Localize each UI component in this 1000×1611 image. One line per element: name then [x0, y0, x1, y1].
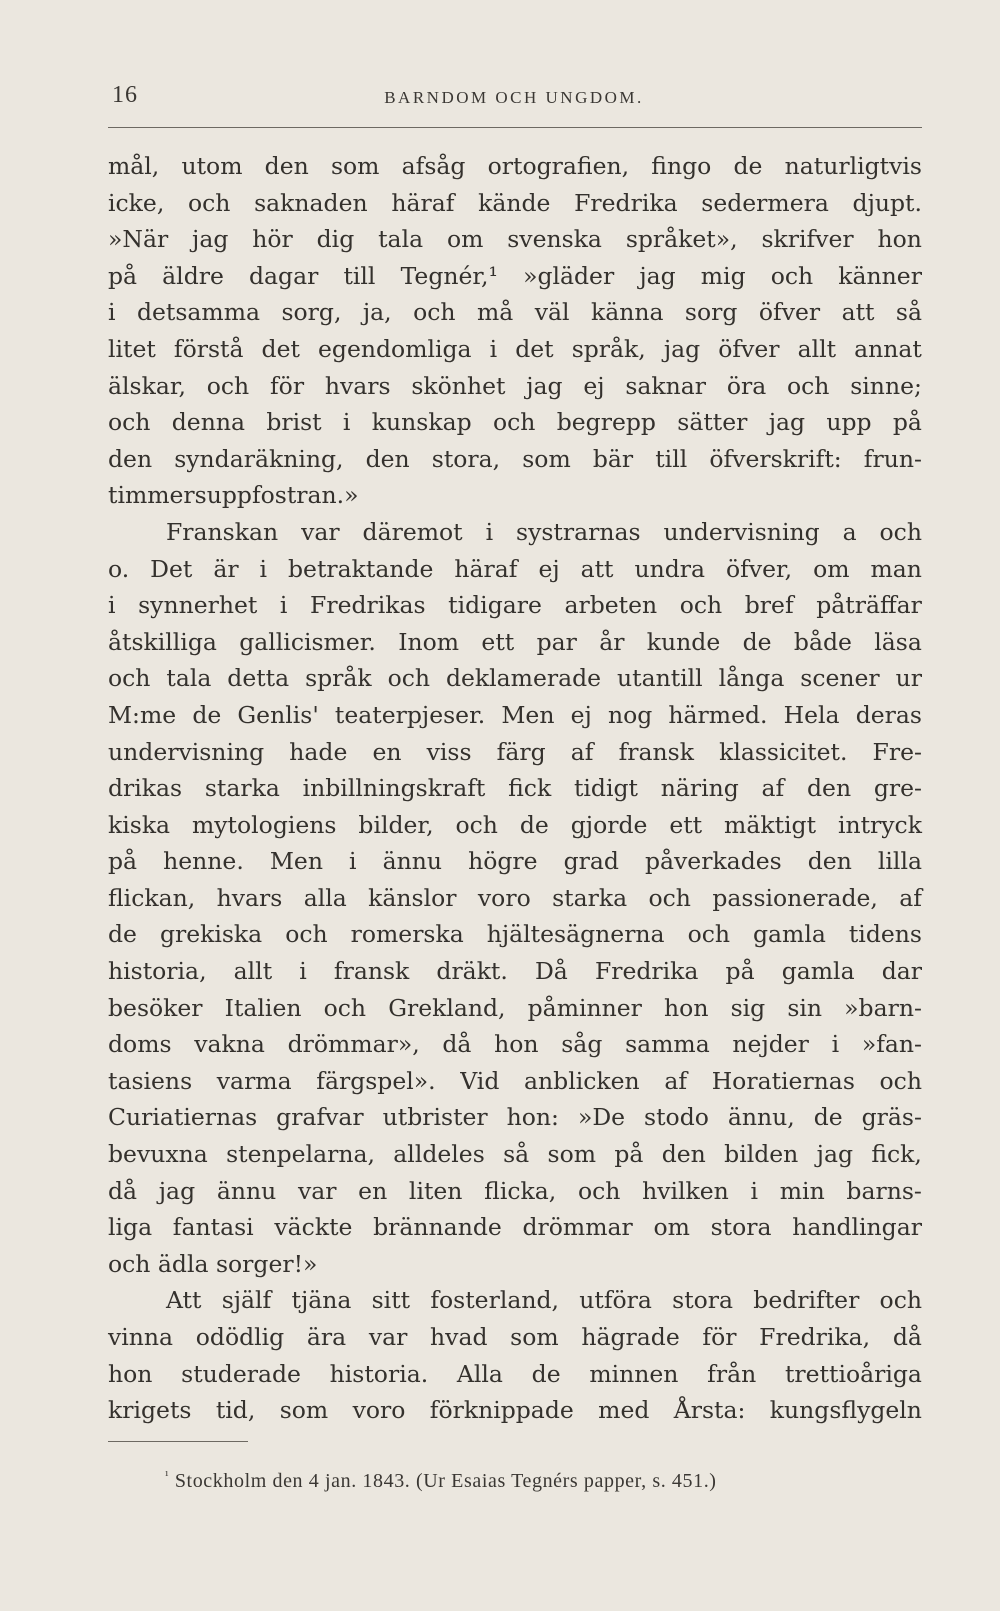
- text-line: o. Det är i betraktande häraf ej att undra öfver, om man: [108, 554, 922, 583]
- page-header: [108, 82, 920, 122]
- header-rule: [108, 127, 922, 128]
- text-line: doms vakna drömmar», då hon såg samma nejder i »fan-: [108, 1030, 922, 1059]
- footnote-text: Stockholm den 4 jan. 1843. (Ur Esaias Tegnérs papper, s. 451.): [174, 1470, 717, 1492]
- text-line: de grekiska och romerska hjältesägnerna och gamla tidens: [108, 920, 922, 949]
- text-line: i synnerhet i Fredrikas tidigare arbeten och bref påträffar: [108, 591, 922, 620]
- body-text: [108, 148, 922, 1429]
- text-line: undervisning hade en viss färg af fransk klassicitet. Fre-: [108, 737, 922, 766]
- text-line: krigets tid, som voro förknippade med Årsta: kungsflygeln: [108, 1396, 922, 1425]
- text-line: och denna brist i kunskap och begrepp sätter jag upp på: [108, 408, 922, 437]
- text-line: tasiens varma färgspel». Vid anblicken af Horatiernas och: [108, 1066, 922, 1095]
- text-line: Att själf tjäna sitt fosterland, utföra stora bedrifter och: [166, 1286, 922, 1315]
- text-line: timmersuppfostran.»: [108, 481, 359, 510]
- text-line: vinna odödlig ära var hvad som hägrade för Fredrika, då: [108, 1323, 922, 1351]
- text-line: »När jag hör dig tala om svenska språket», skrifver hon: [108, 225, 922, 254]
- text-line: liga fantasi väckte brännande drömmar om stora handlingar: [108, 1213, 922, 1242]
- text-line: på henne. Men i ännu högre grad påverkades den lilla: [108, 847, 922, 876]
- text-line: historia, allt i fransk dräkt. Då Fredrika på gamla dar: [108, 957, 922, 986]
- text-line: då jag ännu var en liten flicka, och hvilken i min barns-: [108, 1176, 922, 1205]
- text-line: älskar, och för hvars skönhet jag ej saknar öra och sinne;: [108, 371, 922, 400]
- text-line: Curiatiernas grafvar utbrister hon: »De stodo ännu, de gräs-: [108, 1103, 922, 1132]
- running-head: BARNDOM OCH UNGDOM.: [384, 88, 644, 107]
- footnote: [165, 1470, 925, 1493]
- text-line: litet förstå det egendomliga i det språk, jag öfver allt annat: [108, 334, 922, 363]
- text-line: M:me de Genlis' teaterpjeser. Men ej nog härmed. Hela deras: [108, 700, 922, 729]
- text-line: Franskan var däremot i systrarnas undervisning a och: [166, 517, 922, 546]
- text-line: och tala detta språk och deklamerade utantill långa scener ur: [108, 664, 922, 693]
- text-line: icke, och saknaden häraf kände Fredrika sedermera djupt.: [108, 188, 922, 217]
- footnote-marker: ¹: [165, 1468, 170, 1483]
- text-line: drikas starka inbillningskraft fick tidigt näring af den gre-: [108, 774, 922, 803]
- text-line: åtskilliga gallicismer. Inom ett par år kunde de både läsa: [108, 627, 922, 656]
- text-line: besöker Italien och Grekland, påminner hon sig sin »barn-: [108, 993, 922, 1022]
- text-line: bevuxna stenpelarna, alldeles så som på den bilden jag fick,: [108, 1140, 922, 1169]
- text-line: i detsamma sorg, ja, och må väl känna sorg öfver att så: [108, 298, 922, 327]
- text-line: på äldre dagar till Tegnér,¹ »gläder jag mig och känner: [108, 261, 922, 290]
- page-number: 16: [112, 82, 138, 108]
- text-line: och ädla sorger!»: [108, 1249, 318, 1278]
- text-line: den syndaräkning, den stora, som bär till öfverskrift: frun-: [108, 444, 922, 473]
- text-line: mål, utom den som afsåg ortografien, fingo de naturligtvis: [108, 152, 922, 180]
- text-line: kiska mytologiens bilder, och de gjorde ett mäktigt intryck: [108, 810, 922, 839]
- text-line: hon studerade historia. Alla de minnen från trettioåriga: [108, 1359, 922, 1388]
- footnote-rule: [108, 1441, 248, 1442]
- text-line: flickan, hvars alla känslor voro starka och passionerade, af: [108, 883, 922, 912]
